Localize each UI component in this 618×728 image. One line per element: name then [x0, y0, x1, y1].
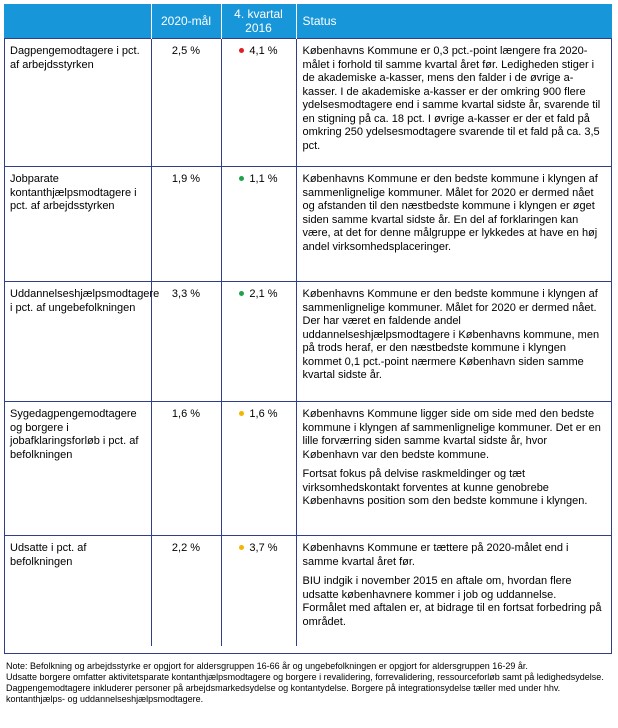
status-cell	[296, 39, 612, 167]
goal-2020-cell: 1,6 %	[151, 402, 221, 536]
q4-value: 1,1 %	[249, 173, 278, 185]
goal-2020-cell: 2,2 %	[151, 536, 221, 646]
indicator-cell: Dagpengemodtagere i pct. af arbejdsstyrken	[4, 39, 151, 167]
status-paragraph: Københavns Kommune er den bedste kommune i klyngen af sammenlignelige kommuner. Målet for 2020 er dermed nået og afstanden til den næstbedste kommune i klyngen er øget siden samme kvartal sidste år. En del af forklaringen kan være, at det for denne målgruppe er lykkedes at have en høj andel virksomhedsplaceringer.	[302, 173, 598, 253]
footnote-line-2: Udsatte borgere omfatter aktivitetsparate kontanthjælpsmodtagere og borgere i revalidering, forrevalidering, ressourceforløb samt på ledighedsydelse. Dagpengemodtagere inkluderer personer på arbejdsmarkedsydelse og kontantydelse. Borgere på integrationsydelse tæller med under hhv. kontanthjælps- og uddannelseshjælpsmodtagere.	[6, 672, 604, 704]
goal-2020-cell: 2,5 %	[151, 39, 221, 167]
table-row	[4, 39, 612, 167]
header-q4-line2: 2016	[245, 21, 272, 35]
header-status: Status	[296, 4, 612, 39]
table-row	[4, 167, 612, 282]
q4-2016-cell	[221, 167, 296, 282]
status-paragraph: Fortsat fokus på delvise raskmeldinger og tæt virksomhedskontakt forventes at kunne genobrebe Københavns position som den bedste kommune i klyngen.	[302, 468, 588, 507]
table-row	[4, 402, 612, 536]
status-paragraph: Københavns Kommune er 0,3 pct.-point længere fra 2020-målet i forhold til samme kvartal året før. Ledigheden stiger i de akademiske a-kasser, mens den falder i de øvrige a-kasser. I de akademiske a-kasser er der omkring 900 flere ydelsesmodtagere end i samme kvartal sidste år, svarende til en stigning på ca. 18 pct. I øvrige a-kasser er der et fald på omkring 250 ydelsesmodtagere svarende til et fald på ca. 3,5 pct.	[302, 45, 601, 152]
q4-2016-cell	[221, 402, 296, 536]
status-cell	[296, 402, 612, 536]
q4-2016-cell	[221, 282, 296, 402]
indicator-cell: Udsatte i pct. af befolkningen	[4, 536, 151, 646]
status-cell	[296, 282, 612, 402]
status-dot-green-icon	[239, 176, 244, 181]
q4-value: 1,6 %	[249, 408, 278, 420]
q4-2016-cell	[221, 39, 296, 167]
footnote	[6, 661, 610, 705]
status-dot-red-icon	[239, 48, 244, 53]
q4-value: 3,7 %	[249, 542, 278, 554]
indicator-cell: Sygedagpengemodtagere og borgere i jobafklaringsforløb i pct. af befolkningen	[4, 402, 151, 536]
status-paragraph: Københavns Kommune er den bedste kommune i klyngen af sammenlignelige kommuner. Målet for 2020 er dermed nået. Der har været en faldende andel uddannelseshjælpsmodtagere i Københavns kommune, men på trods heraf, er den næstbedste kommune i klyngen kommet 0,1 pct.-point nærmere København siden samme kvartal sidste år.	[302, 288, 600, 381]
footnote-line-1: Note: Befolkning og arbejdsstyrke er opgjort for aldersgruppen 16-66 år og ungebefolkningen er opgjort for aldersgruppen 16-29 år.	[6, 661, 528, 671]
indicator-cell: Uddannelseshjælpsmodtagere i pct. af ungebefolkningen	[4, 282, 151, 402]
q4-2016-cell	[221, 536, 296, 646]
status-paragraph: Københavns Kommune ligger side om side med den bedste kommune i klyngen af sammenlignelige kommuner. Det er en lille forværring siden samme kvartal sidste år, hvor København var den bedste kommune.	[302, 408, 601, 461]
status-table	[4, 4, 612, 646]
table-row	[4, 536, 612, 646]
table-row	[4, 282, 612, 402]
q4-value: 4,1 %	[249, 45, 278, 57]
table-header-row	[4, 4, 612, 39]
indicator-cell: Jobparate kontanthjælpsmodtagere i pct. af arbejdsstyrken	[4, 167, 151, 282]
status-dot-yellow-icon	[239, 411, 244, 416]
header-goal-2020: 2020-mål	[151, 4, 221, 39]
status-cell	[296, 167, 612, 282]
header-q4-2016	[221, 4, 296, 39]
goal-2020-cell: 3,3 %	[151, 282, 221, 402]
status-dot-green-icon	[239, 291, 244, 296]
status-paragraph: Københavns Kommune er tættere på 2020-målet end i samme kvartal året før.	[302, 542, 569, 568]
header-indicator	[4, 4, 151, 39]
q4-value: 2,1 %	[249, 288, 278, 300]
status-cell	[296, 536, 612, 646]
status-paragraph: BIU indgik i november 2015 en aftale om, hvordan flere udsatte københavnere kommer i job og uddannelse. Formålet med aftalen er, at bidrage til en fortsat forbedring på området.	[302, 575, 602, 628]
header-q4-line1: 4. kvartal	[234, 7, 283, 21]
goal-2020-cell: 1,9 %	[151, 167, 221, 282]
status-dot-yellow-icon	[239, 545, 244, 550]
